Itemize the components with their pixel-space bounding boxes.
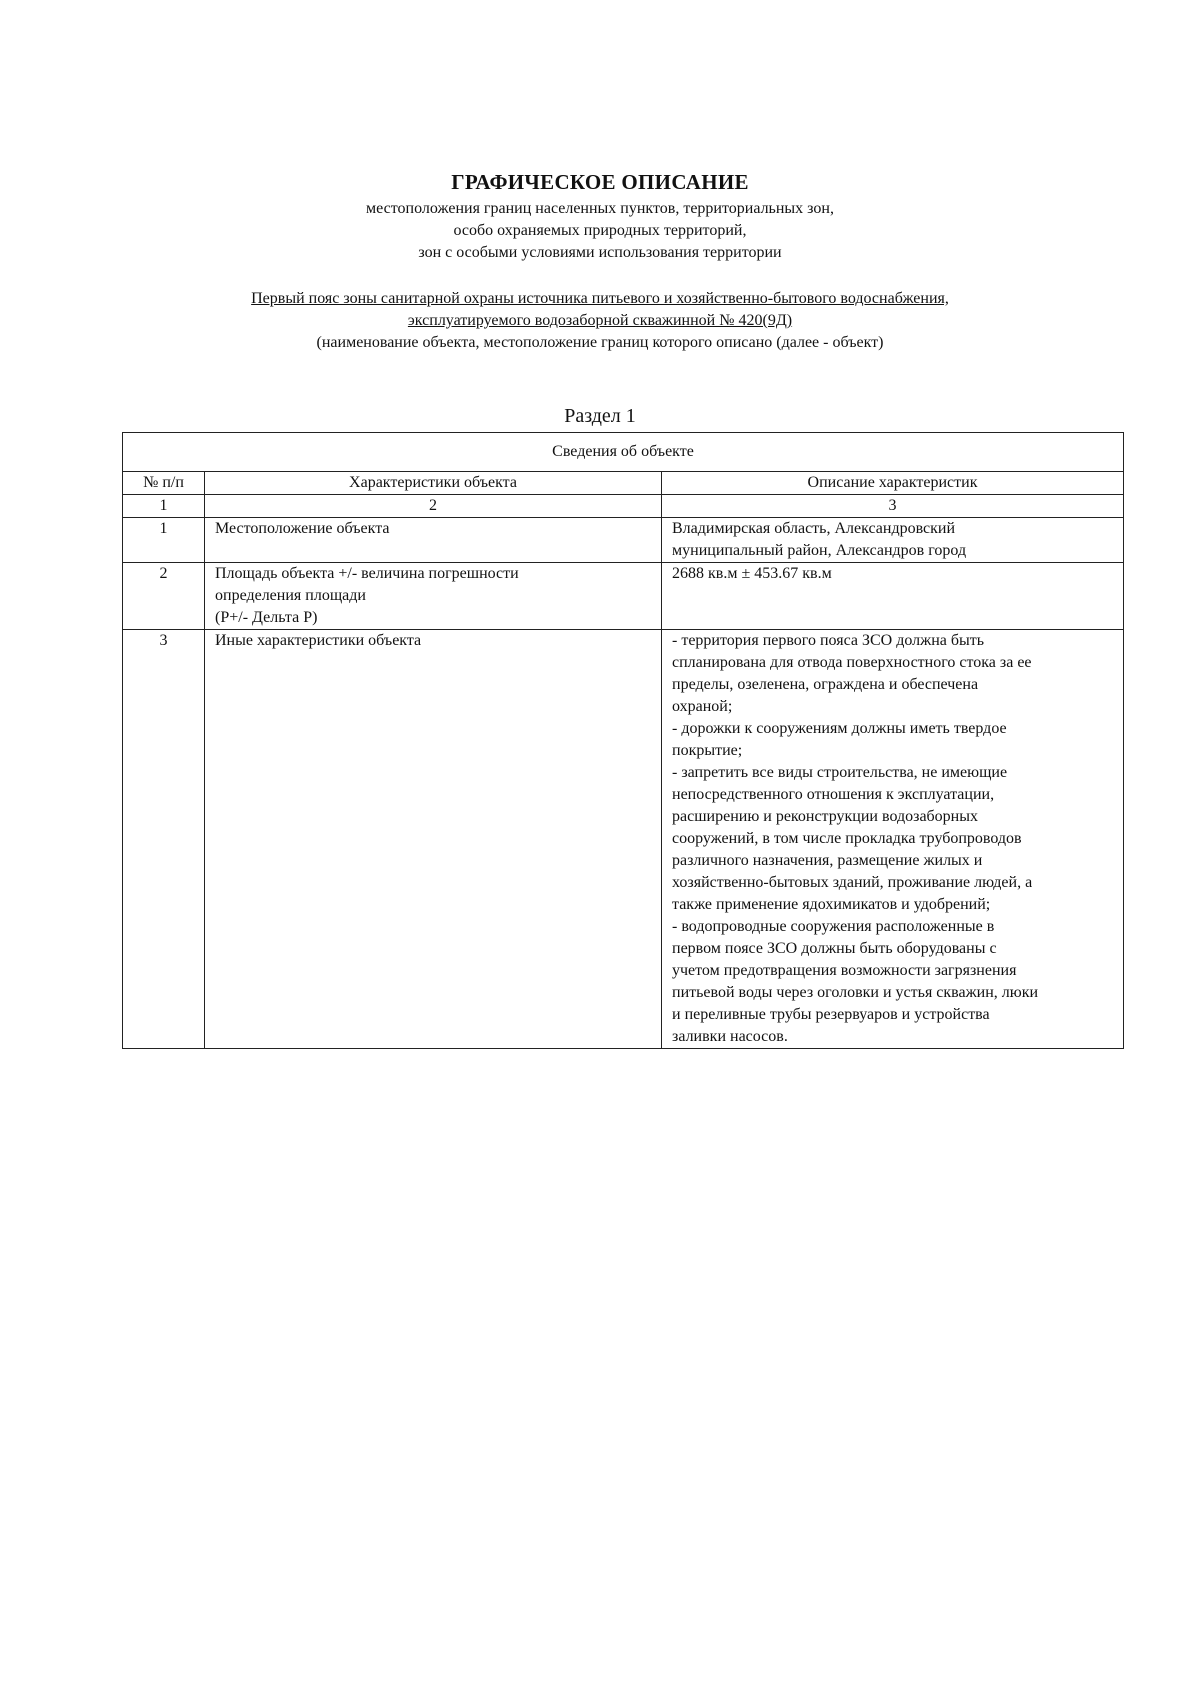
description-line: - запретить все виды строительства, не имеющие [672, 764, 1008, 781]
description-line: также применение ядохимикатов и удобрений; [672, 896, 991, 913]
description-line: питьевой воды через оголовки и устья скважин, люки [672, 984, 1039, 1001]
column-number: 2 [205, 495, 662, 518]
description-line: пределы, озеленена, ограждена и обеспечена [672, 676, 979, 693]
row-characteristic [205, 518, 662, 563]
object-name-block [0, 288, 1200, 354]
table-caption: Сведения об объекте [123, 433, 1124, 472]
object-info-table [122, 432, 1124, 1049]
characteristic-line: (P+/- Дельта P) [215, 609, 318, 626]
description-line: и переливные трубы резервуаров и устройства [672, 1006, 990, 1023]
row-characteristic [205, 563, 662, 630]
description-line: - водопроводные сооружения расположенные в [672, 918, 995, 935]
description-line: непосредственного отношения к эксплуатации, [672, 786, 995, 803]
characteristic-line: определения площади [215, 587, 366, 604]
object-name-caption: (наименование объекта, местоположение границ которого описано (далее - объект) [316, 334, 884, 351]
description-line: первом поясе ЗСО должны быть оборудованы с [672, 940, 997, 957]
description-line: - дорожки к сооружениям должны иметь твердое [672, 720, 1007, 737]
row-number: 1 [123, 518, 205, 563]
column-header-number: № п/п [123, 472, 205, 495]
table-row [123, 518, 1124, 563]
characteristic-line: Площадь объекта +/- величина погрешности [215, 565, 519, 582]
description-line: различного назначения, размещение жилых и [672, 852, 983, 869]
object-name-line: эксплуатируемого водозаборной скважинной № 420(9Д) [407, 312, 793, 329]
row-characteristic [205, 630, 662, 1049]
subtitle-line: зон с особыми условиями использования территории [418, 244, 782, 261]
column-number: 1 [123, 495, 205, 518]
description-line: охраной; [672, 698, 733, 715]
section-title: Раздел 1 [564, 405, 636, 427]
description-line: покрытие; [672, 742, 743, 759]
row-description [662, 563, 1124, 630]
description-line: спланирована для отвода поверхностного стока за ее [672, 654, 1032, 671]
row-number: 3 [123, 630, 205, 1049]
description-line: расширению и реконструкции водозаборных [672, 808, 978, 825]
table-header-row [123, 472, 1124, 495]
table-caption-row [123, 433, 1124, 472]
description-line: хозяйственно-бытовых зданий, проживание людей, а [672, 874, 1033, 891]
document-subtitle [0, 198, 1200, 264]
description-line: 2688 кв.м ± 453.67 кв.м [672, 565, 832, 582]
description-line: Владимирская область, Александровский [672, 520, 956, 537]
description-line: - территория первого пояса ЗСО должна быть [672, 632, 985, 649]
object-name-line: Первый пояс зоны санитарной охраны источника питьевого и хозяйственно-бытового водоснабжения, [251, 290, 949, 307]
table-row [123, 630, 1124, 1049]
characteristic-line: Местоположение объекта [215, 520, 390, 537]
description-line: муниципальный район, Александров город [672, 542, 967, 559]
subtitle-line: особо охраняемых природных территорий, [453, 222, 747, 239]
document-title: ГРАФИЧЕСКОЕ ОПИСАНИЕ [451, 170, 749, 194]
column-header-description: Описание характеристик [662, 472, 1124, 495]
characteristic-line: Иные характеристики объекта [215, 632, 422, 649]
row-number: 2 [123, 563, 205, 630]
row-description [662, 630, 1124, 1049]
subtitle-line: местоположения границ населенных пунктов, территориальных зон, [366, 200, 834, 217]
description-line: учетом предотвращения возможности загрязнения [672, 962, 1017, 979]
description-line: сооружений, в том числе прокладка трубопроводов [672, 830, 1022, 847]
table-row [123, 563, 1124, 630]
column-header-characteristic: Характеристики объекта [205, 472, 662, 495]
table-column-numbers-row [123, 495, 1124, 518]
row-description [662, 518, 1124, 563]
description-line: заливки насосов. [672, 1028, 788, 1045]
column-number: 3 [662, 495, 1124, 518]
